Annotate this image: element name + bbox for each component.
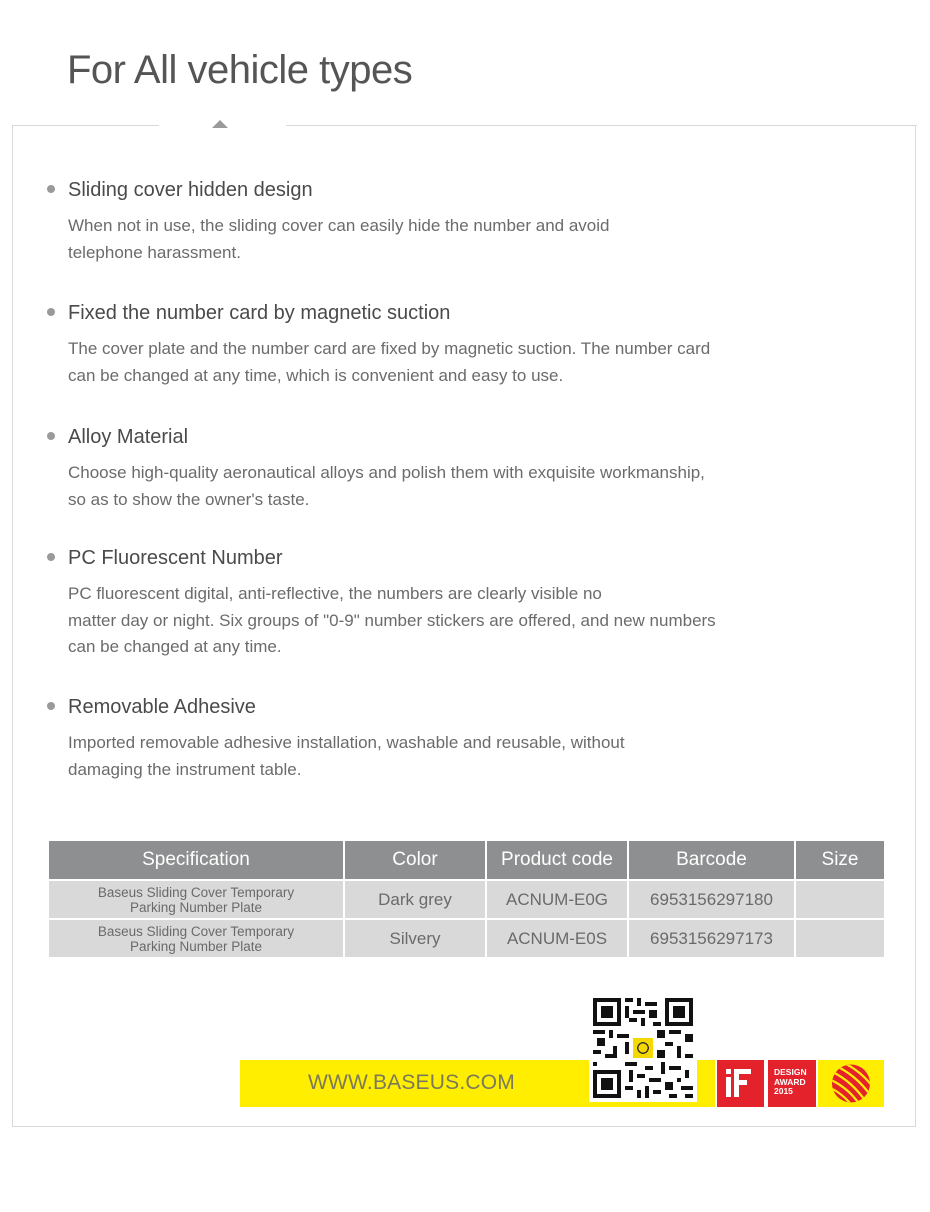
website-link[interactable]: WWW.BASEUS.COM xyxy=(308,1071,515,1094)
caret-up-icon xyxy=(212,120,228,128)
panel-divider-left xyxy=(12,125,159,126)
feature-title: Alloy Material xyxy=(68,426,189,448)
award-line: AWARD xyxy=(774,1076,806,1087)
feature-title: Sliding cover hidden design xyxy=(68,179,313,201)
feature-title: Fixed the number card by magnetic suction xyxy=(68,302,451,324)
page-title: For All vehicle types xyxy=(67,48,413,92)
design-award-badge xyxy=(768,1060,816,1107)
cell-barcode: 6953156297180 xyxy=(628,880,795,919)
table-header-row xyxy=(49,841,884,880)
cell-color: Silvery xyxy=(344,919,486,957)
cell-color: Dark grey xyxy=(344,880,486,919)
award-line: DESIGN xyxy=(774,1067,807,1077)
column-header-specification: Specification xyxy=(49,841,344,880)
cell-size xyxy=(795,880,884,919)
award-year: 2015 xyxy=(774,1086,793,1096)
spec-line: Baseus Sliding Cover Temporary xyxy=(97,923,295,939)
feature-removable-adhesive xyxy=(68,694,868,783)
column-header-size: Size xyxy=(795,841,884,880)
bullet-icon xyxy=(47,308,55,316)
cell-product-code: ACNUM-E0S xyxy=(486,919,628,957)
cell-specification xyxy=(49,919,344,957)
column-header-color: Color xyxy=(344,841,486,880)
feature-fluorescent-number xyxy=(68,545,868,661)
bullet-icon xyxy=(47,553,55,561)
cell-size xyxy=(795,919,884,957)
cell-barcode: 6953156297173 xyxy=(628,919,795,957)
cell-specification xyxy=(49,880,344,919)
spec-line: Parking Number Plate xyxy=(129,938,263,954)
feature-description: When not in use, the sliding cover can easily hide the number and avoid telephone harassment. xyxy=(68,216,610,262)
feature-description: Imported removable adhesive installation, washable and reusable, without damaging the instrument table. xyxy=(68,733,625,779)
feature-magnetic-suction xyxy=(68,300,868,389)
column-header-product-code: Product code xyxy=(486,841,628,880)
qr-code-icon xyxy=(589,994,697,1102)
spec-table xyxy=(49,841,884,957)
feature-alloy-material xyxy=(68,424,868,513)
column-header-barcode: Barcode xyxy=(628,841,795,880)
feature-title: PC Fluorescent Number xyxy=(68,547,283,569)
spec-line: Parking Number Plate xyxy=(129,899,263,915)
table-row xyxy=(49,880,884,919)
feature-description: PC fluorescent digital, anti-reflective, the numbers are clearly visible no matter day or night. Six groups of "0-9" number stickers are offered, and new numbers can be changed at any time. xyxy=(68,584,716,656)
red-dot-icon xyxy=(818,1060,884,1107)
bullet-icon xyxy=(47,702,55,710)
table-row xyxy=(49,919,884,957)
feature-description: The cover plate and the number card are fixed by magnetic suction. The number card can be changed at any time, which is convenient and easy to use. xyxy=(68,339,711,385)
spec-line: Baseus Sliding Cover Temporary xyxy=(97,884,295,900)
bullet-icon xyxy=(47,185,55,193)
panel-divider-right xyxy=(286,125,917,126)
feature-title: Removable Adhesive xyxy=(68,696,256,718)
feature-sliding-cover xyxy=(68,177,868,266)
bullet-icon xyxy=(47,432,55,440)
if-design-logo xyxy=(717,1060,764,1107)
cell-product-code: ACNUM-E0G xyxy=(486,880,628,919)
feature-description: Choose high-quality aeronautical alloys and polish them with exquisite workmanship, so as to show the owner's taste. xyxy=(68,463,705,509)
